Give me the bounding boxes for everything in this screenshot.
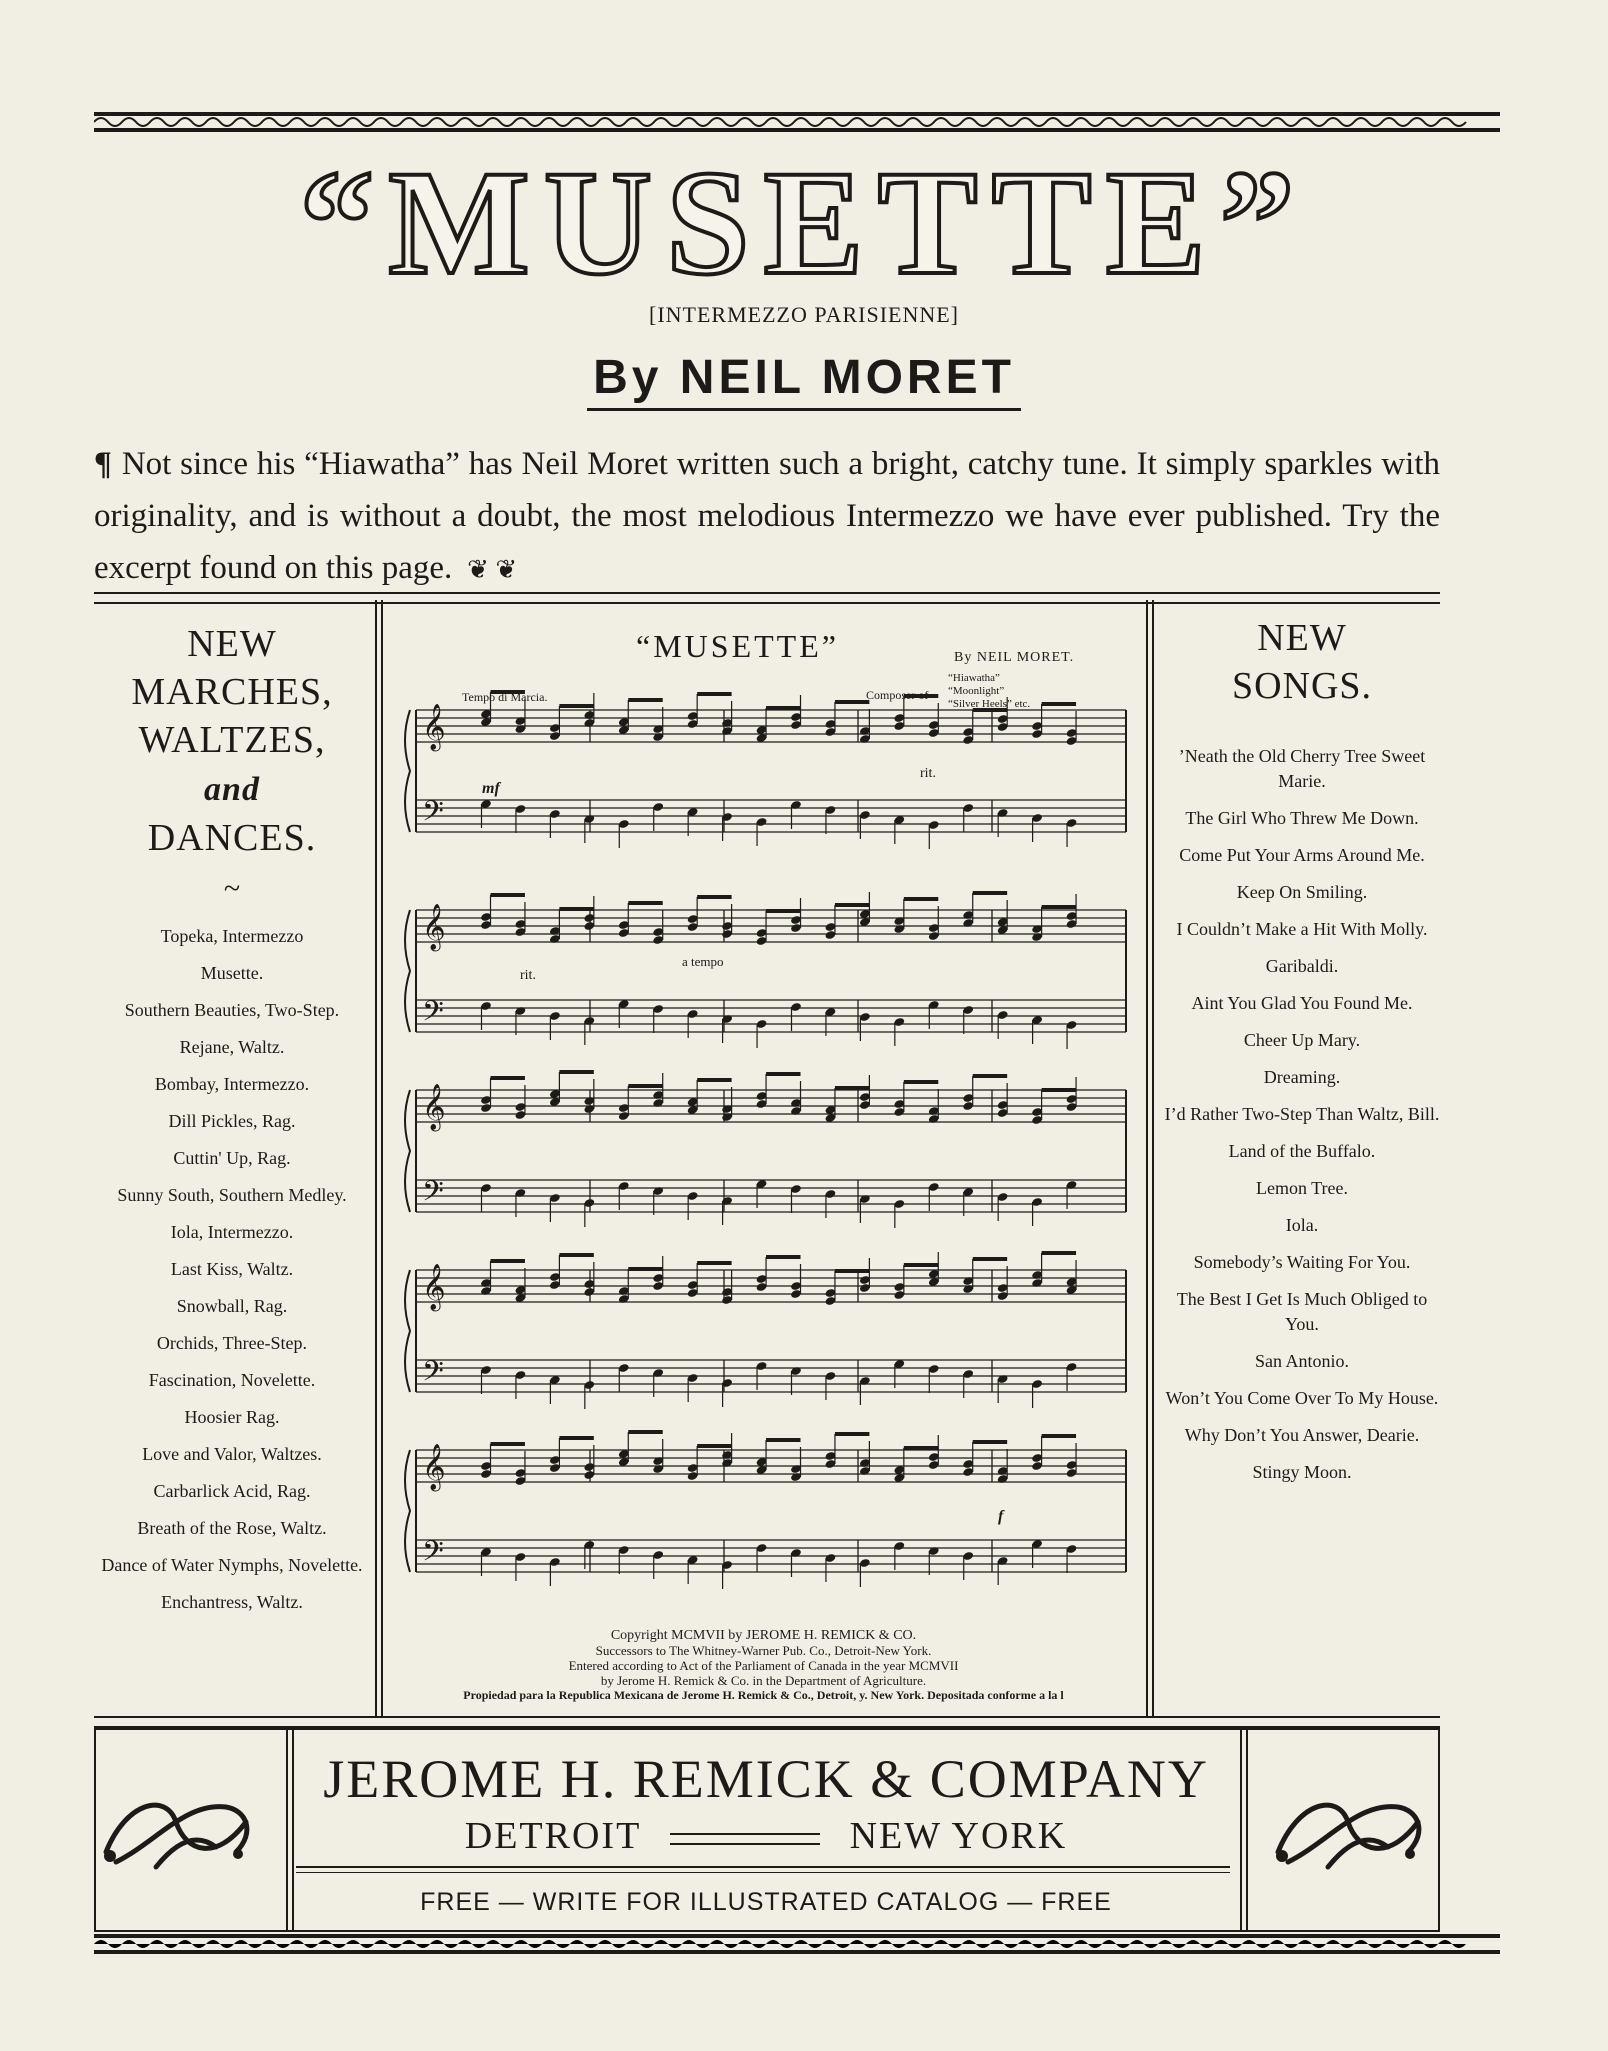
copyright-line: Entered according to Act of the Parliament of Canada in the year MCMVII — [568, 1658, 959, 1673]
brace-icon — [405, 710, 410, 832]
work-title: “Hiawatha” — [948, 672, 1000, 684]
column-divider-right-inner — [1152, 600, 1154, 1716]
company-name: JEROME H. REMICK & COMPANY — [323, 1749, 1209, 1809]
treble-clef-icon: 𝄞 — [422, 1084, 446, 1130]
heading-and: and — [204, 771, 260, 808]
list-item: ’Neath the Old Cherry Tree Sweet Marie. — [1178, 746, 1426, 791]
list-item: I’d Rather Two-Step Than Waltz, Bill. — [1164, 1104, 1440, 1124]
tilde-ornament-icon: ~ — [223, 872, 241, 905]
city-separator — [670, 1833, 820, 1845]
copyright-line: Propiedad para la Republica Mexicana de Jerome H. Remick & Co., Detroit, y. New York. Depositada conforme a la l — [463, 1688, 1064, 1702]
list-item: Enchantress, Waltz. — [161, 1592, 303, 1612]
catalog-offer: FREE — WRITE FOR ILLUSTRATED CATALOG — FREE — [420, 1888, 1112, 1916]
heading-line: DANCES. — [147, 817, 317, 859]
list-item: Musette. — [200, 963, 264, 983]
heading-line: MARCHES, — [131, 671, 333, 713]
brace-icon — [405, 1090, 410, 1212]
list-item: The Girl Who Threw Me Down. — [1185, 808, 1419, 828]
left-column — [94, 620, 370, 1627]
footer-divider-right — [1240, 1728, 1242, 1930]
music-excerpt — [386, 610, 1141, 1716]
heading-line: NEW — [187, 623, 277, 665]
songs-list — [1160, 744, 1444, 1485]
right-column-heading — [1160, 614, 1444, 710]
score-staves — [386, 610, 1141, 1610]
list-item: Dance of Water Nymphs, Novelette. — [101, 1555, 363, 1575]
right-column — [1160, 614, 1444, 1497]
footer-divider-left — [286, 1728, 288, 1930]
list-item: Orchids, Three-Step. — [156, 1333, 308, 1353]
list-item: Land of the Buffalo. — [1228, 1141, 1376, 1161]
list-item: Last Kiss, Waltz. — [170, 1259, 294, 1279]
top-ornamental-border — [94, 112, 1500, 132]
treble-clef-icon: 𝄞 — [422, 704, 446, 750]
bass-clef-icon: 𝄢 — [422, 1355, 444, 1395]
flourish-right-icon — [1268, 1782, 1438, 1882]
treble-clef-icon: 𝄞 — [422, 904, 446, 950]
rit-marking: rit. — [520, 968, 536, 983]
rit-marking: rit. — [920, 766, 936, 781]
list-item: Keep On Smiling. — [1236, 882, 1368, 902]
copyright-block — [386, 1628, 1141, 1703]
flourish-left-icon — [96, 1782, 266, 1882]
list-item: Snowball, Rag. — [176, 1296, 288, 1316]
forte-marking: f — [998, 1508, 1004, 1525]
heading-line: SONGS. — [1231, 665, 1373, 707]
list-item: Sunny South, Southern Medley. — [117, 1185, 347, 1205]
list-item: Iola. — [1285, 1215, 1319, 1235]
work-title: “Silver Heels” etc. — [948, 698, 1031, 710]
list-item: Cheer Up Mary. — [1243, 1030, 1361, 1050]
excerpt-title: “MUSETTE” — [636, 628, 839, 664]
list-item: Hoosier Rag. — [184, 1407, 280, 1427]
column-divider-right — [1146, 600, 1148, 1716]
column-divider-left — [375, 600, 377, 1716]
list-item: Lemon Tree. — [1256, 1178, 1348, 1198]
footer-divider — [94, 1716, 1440, 1728]
pilcrow-icon: ¶ — [94, 446, 112, 482]
ornament-icon: ❦ ❦ — [460, 555, 518, 584]
brace-icon — [405, 910, 410, 1032]
list-item: Stingy Moon. — [1252, 1462, 1352, 1482]
list-item: Bombay, Intermezzo. — [154, 1074, 310, 1094]
footer-inner-rule — [296, 1866, 1230, 1873]
list-item: I Couldn’t Make a Hit With Molly. — [1176, 919, 1428, 939]
byline — [0, 350, 1608, 405]
list-item: Aint You Glad You Found Me. — [1191, 993, 1413, 1013]
list-item: Cuttin' Up, Rag. — [173, 1148, 291, 1168]
bottom-ornamental-border — [94, 1934, 1500, 1954]
bass-clef-icon: 𝄢 — [422, 1535, 444, 1575]
company-cities — [296, 1814, 1236, 1858]
list-item: Come Put Your Arms Around Me. — [1179, 845, 1425, 865]
list-item: Topeka, Intermezzo — [160, 926, 304, 946]
a-tempo-marking: a tempo — [682, 954, 724, 969]
bass-clef-icon: 𝄢 — [422, 795, 444, 835]
composer-of-label: Composer of — [866, 688, 929, 702]
brace-icon — [405, 1450, 410, 1572]
brace-icon — [405, 1270, 410, 1392]
list-item: Fascination, Novelette. — [148, 1370, 316, 1390]
heading-line — [94, 764, 370, 814]
list-item: Somebody’s Waiting For You. — [1193, 1252, 1411, 1272]
column-divider-left-inner — [381, 600, 383, 1716]
marches-list — [94, 924, 370, 1615]
list-item: Carbarlick Acid, Rag. — [153, 1481, 311, 1501]
promo-blurb — [94, 438, 1440, 596]
subtitle: [INTERMEZZO PARISIENNE] — [649, 302, 959, 327]
tempo-marking: Tempo di Marcia. — [462, 690, 548, 704]
main-title: “MUSETTE” — [299, 140, 1309, 306]
list-item: Dill Pickles, Rag. — [168, 1111, 296, 1131]
list-item: Breath of the Rose, Waltz. — [137, 1518, 327, 1538]
bass-clef-icon: 𝄢 — [422, 1175, 444, 1215]
city-new-york: NEW YORK — [849, 1815, 1068, 1857]
list-item: Won’t You Come Over To My House. — [1165, 1388, 1439, 1408]
heading-line: WALTZES, — [138, 719, 326, 761]
excerpt-composer: By NEIL MORET. — [954, 650, 1075, 665]
byline-text: By NEIL MORET — [587, 351, 1021, 411]
work-title: “Moonlight” — [948, 685, 1005, 697]
copyright-line: Successors to The Whitney-Warner Pub. Co., Detroit-New York. — [595, 1643, 932, 1658]
list-item: San Antonio. — [1254, 1351, 1349, 1371]
left-column-heading — [94, 620, 370, 862]
list-item: Dreaming. — [1263, 1067, 1341, 1087]
footer-divider-left-inner — [292, 1728, 294, 1930]
list-item: The Best I Get Is Much Obliged to You. — [1176, 1289, 1428, 1334]
section-divider — [94, 592, 1440, 604]
bass-clef-icon: 𝄢 — [422, 995, 444, 1035]
list-item: Iola, Intermezzo. — [170, 1222, 294, 1242]
treble-clef-icon: 𝄞 — [422, 1264, 446, 1310]
copyright-line: Copyright MCMVII by JEROME H. REMICK & CO. — [610, 1628, 917, 1643]
city-detroit: DETROIT — [464, 1815, 641, 1857]
blurb-text: Not since his “Hiawatha” has Neil Moret written such a bright, catchy tune. It simply sparkles with originality, and is without a doubt, the most melodious Intermezzo we have ever published. Try the excerpt found on this page. — [94, 446, 1440, 586]
list-item: Why Don’t You Answer, Dearie. — [1184, 1425, 1420, 1445]
heading-line: NEW — [1257, 617, 1347, 659]
list-item: Rejane, Waltz. — [179, 1037, 285, 1057]
list-item: Love and Valor, Waltzes. — [142, 1444, 322, 1464]
list-item: Southern Beauties, Two-Step. — [124, 1000, 340, 1020]
copyright-line: by Jerome H. Remick & Co. in the Department of Agriculture. — [600, 1673, 927, 1688]
footer-divider-right-inner — [1246, 1728, 1248, 1930]
treble-clef-icon: 𝄞 — [422, 1444, 446, 1490]
dynamic-marking: mf — [482, 780, 500, 797]
list-item: Garibaldi. — [1265, 956, 1339, 976]
